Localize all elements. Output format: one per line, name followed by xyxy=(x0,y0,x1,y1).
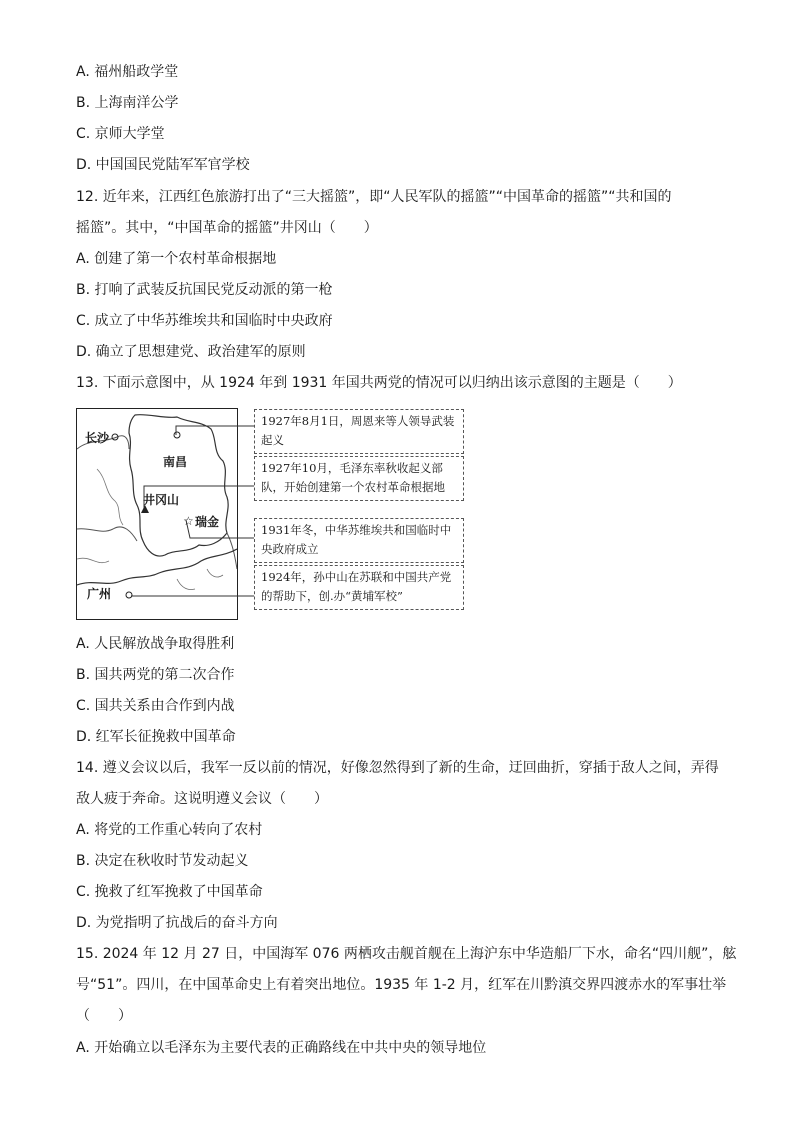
nanchang-marker xyxy=(174,432,180,438)
q14-stem-line1: 14. 遵义会议以后，我军一反以前的情况，好像忽然得到了新的生命，迂回曲折，穿插于敌人之间，弄得 xyxy=(76,760,719,776)
map-note-1924: 1924年，孙中山在苏联和中国共产党的帮助下，创.办“黄埔军校” xyxy=(254,565,464,610)
q12-option-d: D. 确立了思想建党、政治建军的原则 xyxy=(76,344,306,360)
q13-map xyxy=(76,408,238,620)
guangzhou-marker xyxy=(126,592,132,598)
city-label-nanchang: 南昌 xyxy=(163,455,188,469)
map-note-1927-oct: 1927年10月，毛泽东率秋收起义部队，开始创建第一个农村革命根据地 xyxy=(254,456,464,501)
q11-option-a: A. 福州船政学堂 xyxy=(76,64,179,80)
q12-stem-line1: 12. 近年来，江西红色旅游打出了“三大摇篮”，即“人民军队的摇篮”“中国革命的摇篮”“共和国的 xyxy=(76,189,672,205)
city-label-ruijin: 瑞金 xyxy=(195,515,220,529)
q12-option-b: B. 打响了武装反抗国民党反动派的第一枪 xyxy=(76,282,333,298)
q15-stem-line3: （ ） xyxy=(76,1008,132,1024)
map-note-1931: 1931年冬，中华苏维埃共和国临时中央政府成立 xyxy=(254,518,464,563)
q12-option-a: A. 创建了第一个农村革命根据地 xyxy=(76,251,277,267)
q15-stem-line2: 号“51”。四川，在中国革命史上有着突出地位。1935 年 1-2 月，红军在川黔滇交界四渡赤水的军事壮举 xyxy=(76,977,727,993)
q14-option-d: D. 为党指明了抗战后的奋斗方向 xyxy=(76,915,278,931)
q13-option-b: B. 国共两党的第二次合作 xyxy=(76,667,235,683)
q13-stem: 13. 下面示意图中，从 1924 年到 1931 年国共两党的情况可以归纳出该示意图的主题是（ ） xyxy=(76,375,682,391)
q12-stem-line2: 摇篮”。其中，“中国革命的摇篮”井冈山（ ） xyxy=(76,220,378,236)
q15-stem-line1: 15. 2024 年 12 月 27 日，中国海军 076 两栖攻击舰首舰在上海沪东中华造船厂下水，命名“四川舰”，舷 xyxy=(76,946,737,962)
q11-option-b: B. 上海南洋公学 xyxy=(76,95,179,111)
q13-option-c: C. 国共关系由合作到内战 xyxy=(76,698,235,714)
map-note-1927-aug: 1927年8月1日，周恩来等人领导武装起义 xyxy=(254,409,464,454)
q13-option-d: D. 红军长征挽救中国革命 xyxy=(76,729,236,745)
city-label-changsha: 长沙 xyxy=(85,431,110,445)
q14-option-c: C. 挽救了红军挽救了中国革命 xyxy=(76,884,263,900)
q13-option-a: A. 人民解放战争取得胜利 xyxy=(76,636,235,652)
q14-option-a: A. 将党的工作重心转向了农村 xyxy=(76,822,263,838)
q11-option-d: D. 中国国民党陆军军官学校 xyxy=(76,157,250,173)
svg-text:☆: ☆ xyxy=(183,514,194,528)
q14-stem-line2: 敌人疲于奔命。这说明遵义会议（ ） xyxy=(76,791,328,807)
city-label-jinggangshan: 井冈山 xyxy=(143,493,180,507)
city-label-guangzhou: 广州 xyxy=(87,587,112,601)
q15-option-a: A. 开始确立以毛泽东为主要代表的正确路线在中共中央的领导地位 xyxy=(76,1040,487,1056)
q14-option-b: B. 决定在秋收时节发动起义 xyxy=(76,853,249,869)
q12-option-c: C. 成立了中华苏维埃共和国临时中央政府 xyxy=(76,313,333,329)
q11-option-c: C. 京师大学堂 xyxy=(76,126,165,142)
